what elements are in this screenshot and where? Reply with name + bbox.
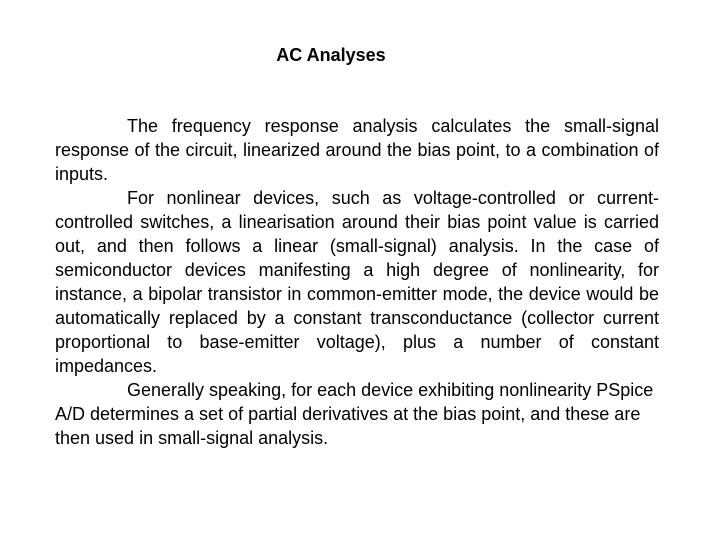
slide-body [55, 114, 659, 450]
paragraph-partial-derivatives: Generally speaking, for each device exhibiting nonlinearity PSpice A/D determines a set of partial derivatives at the bias point, and these are then used in small-signal analysis. [55, 380, 654, 448]
paragraph-frequency-response: The frequency response analysis calculates the small-signal response of the circuit, linearized around the bias point, to a combination of inputs. [55, 116, 659, 184]
slide-title: AC Analyses [276, 45, 386, 65]
paragraph-nonlinear-devices: For nonlinear devices, such as voltage-controlled or current-controlled switches, a linearisation around their bias point value is carried out, and then follows a linear (small-signal) analysis. In the case of semiconductor devices manifesting a high degree of nonlinearity, for instance, a bipolar transistor in common-emitter mode, the device would be automatically replaced by a constant transconductance (collector current proportional to base-emitter voltage), plus a number of constant impedances. [55, 188, 659, 376]
